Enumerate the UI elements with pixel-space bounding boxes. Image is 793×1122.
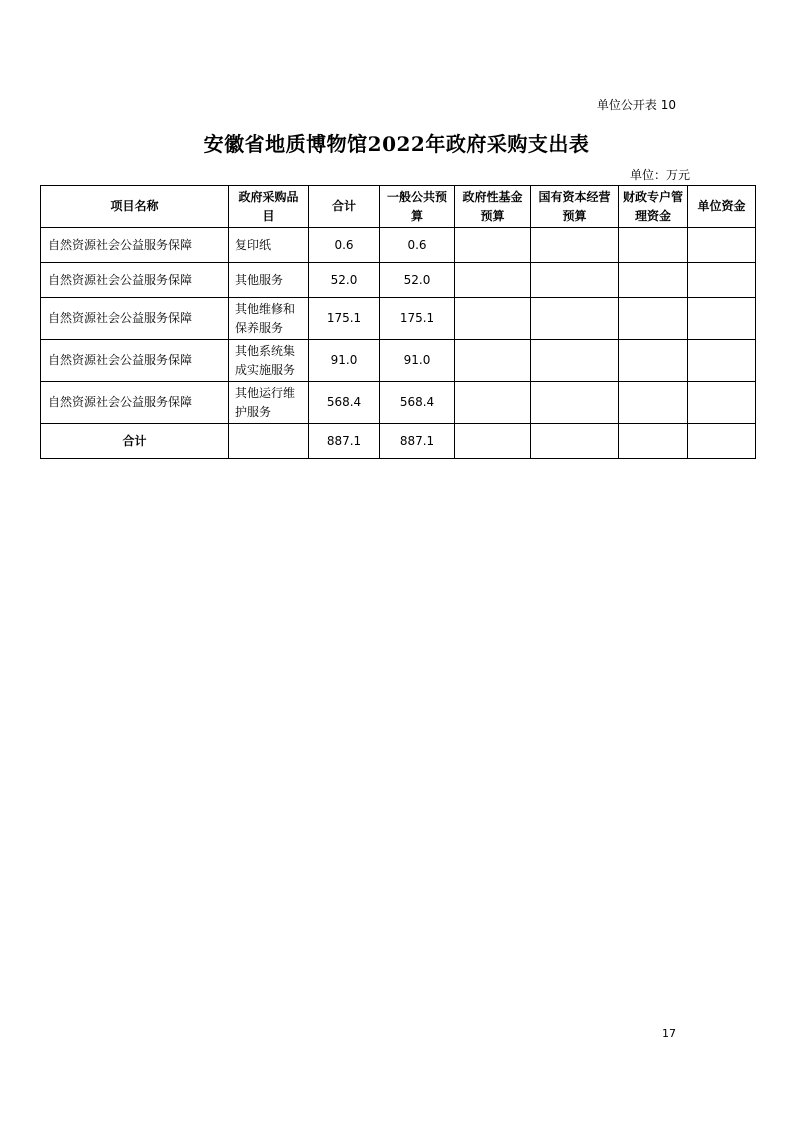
cell-general-budget: 568.4	[380, 382, 455, 424]
procurement-table	[40, 185, 756, 459]
table-row	[41, 298, 756, 340]
table-row	[41, 340, 756, 382]
cell-state-capital	[531, 340, 619, 382]
cell-total: 91.0	[309, 340, 380, 382]
table-row	[41, 263, 756, 298]
total-unit-funds	[688, 424, 756, 459]
cell-total: 568.4	[309, 382, 380, 424]
header-unit-funds: 单位资金	[688, 186, 756, 228]
cell-procurement-item: 其他系统集成实施服务	[229, 340, 309, 382]
cell-general-budget: 0.6	[380, 228, 455, 263]
cell-state-capital	[531, 263, 619, 298]
total-government-fund	[455, 424, 531, 459]
cell-procurement-item: 其他服务	[229, 263, 309, 298]
header-procurement-item: 政府采购品目	[229, 186, 309, 228]
header-total: 合计	[309, 186, 380, 228]
cell-project-name: 自然资源社会公益服务保障	[41, 382, 229, 424]
unit-label: 单位：万元	[629, 168, 690, 182]
cell-government-fund	[455, 340, 531, 382]
cell-unit-funds	[688, 228, 756, 263]
cell-total: 175.1	[309, 298, 380, 340]
cell-general-budget: 52.0	[380, 263, 455, 298]
cell-general-budget: 175.1	[380, 298, 455, 340]
cell-state-capital	[531, 382, 619, 424]
page-number: 17	[662, 1027, 676, 1040]
table-total-row	[41, 424, 756, 459]
table-number-label: 单位公开表 10	[596, 98, 676, 112]
cell-state-capital	[531, 298, 619, 340]
header-state-capital: 国有资本经营预算	[531, 186, 619, 228]
cell-total: 52.0	[309, 263, 380, 298]
table-header-row	[41, 186, 756, 228]
cell-special-account	[619, 382, 688, 424]
cell-project-name: 自然资源社会公益服务保障	[41, 340, 229, 382]
table-row	[41, 228, 756, 263]
cell-government-fund	[455, 263, 531, 298]
cell-project-name: 自然资源社会公益服务保障	[41, 228, 229, 263]
total-state-capital	[531, 424, 619, 459]
document-title: 安徽省地质博物馆2022年政府采购支出表	[203, 132, 590, 156]
cell-unit-funds	[688, 340, 756, 382]
cell-total: 0.6	[309, 228, 380, 263]
total-label: 合计	[41, 424, 229, 459]
cell-special-account	[619, 263, 688, 298]
cell-procurement-item: 其他运行维护服务	[229, 382, 309, 424]
cell-unit-funds	[688, 263, 756, 298]
cell-procurement-item: 复印纸	[229, 228, 309, 263]
cell-unit-funds	[688, 298, 756, 340]
cell-state-capital	[531, 228, 619, 263]
header-project-name: 项目名称	[41, 186, 229, 228]
header-general-budget: 一般公共预算	[380, 186, 455, 228]
cell-general-budget: 91.0	[380, 340, 455, 382]
total-sum: 887.1	[309, 424, 380, 459]
cell-special-account	[619, 340, 688, 382]
header-government-fund: 政府性基金预算	[455, 186, 531, 228]
total-general-budget: 887.1	[380, 424, 455, 459]
total-procurement-item	[229, 424, 309, 459]
cell-project-name: 自然资源社会公益服务保障	[41, 298, 229, 340]
cell-special-account	[619, 298, 688, 340]
header-special-account: 财政专户管理资金	[619, 186, 688, 228]
cell-government-fund	[455, 298, 531, 340]
cell-unit-funds	[688, 382, 756, 424]
cell-special-account	[619, 228, 688, 263]
cell-project-name: 自然资源社会公益服务保障	[41, 263, 229, 298]
cell-government-fund	[455, 382, 531, 424]
cell-procurement-item: 其他维修和保养服务	[229, 298, 309, 340]
cell-government-fund	[455, 228, 531, 263]
table-row	[41, 382, 756, 424]
total-special-account	[619, 424, 688, 459]
